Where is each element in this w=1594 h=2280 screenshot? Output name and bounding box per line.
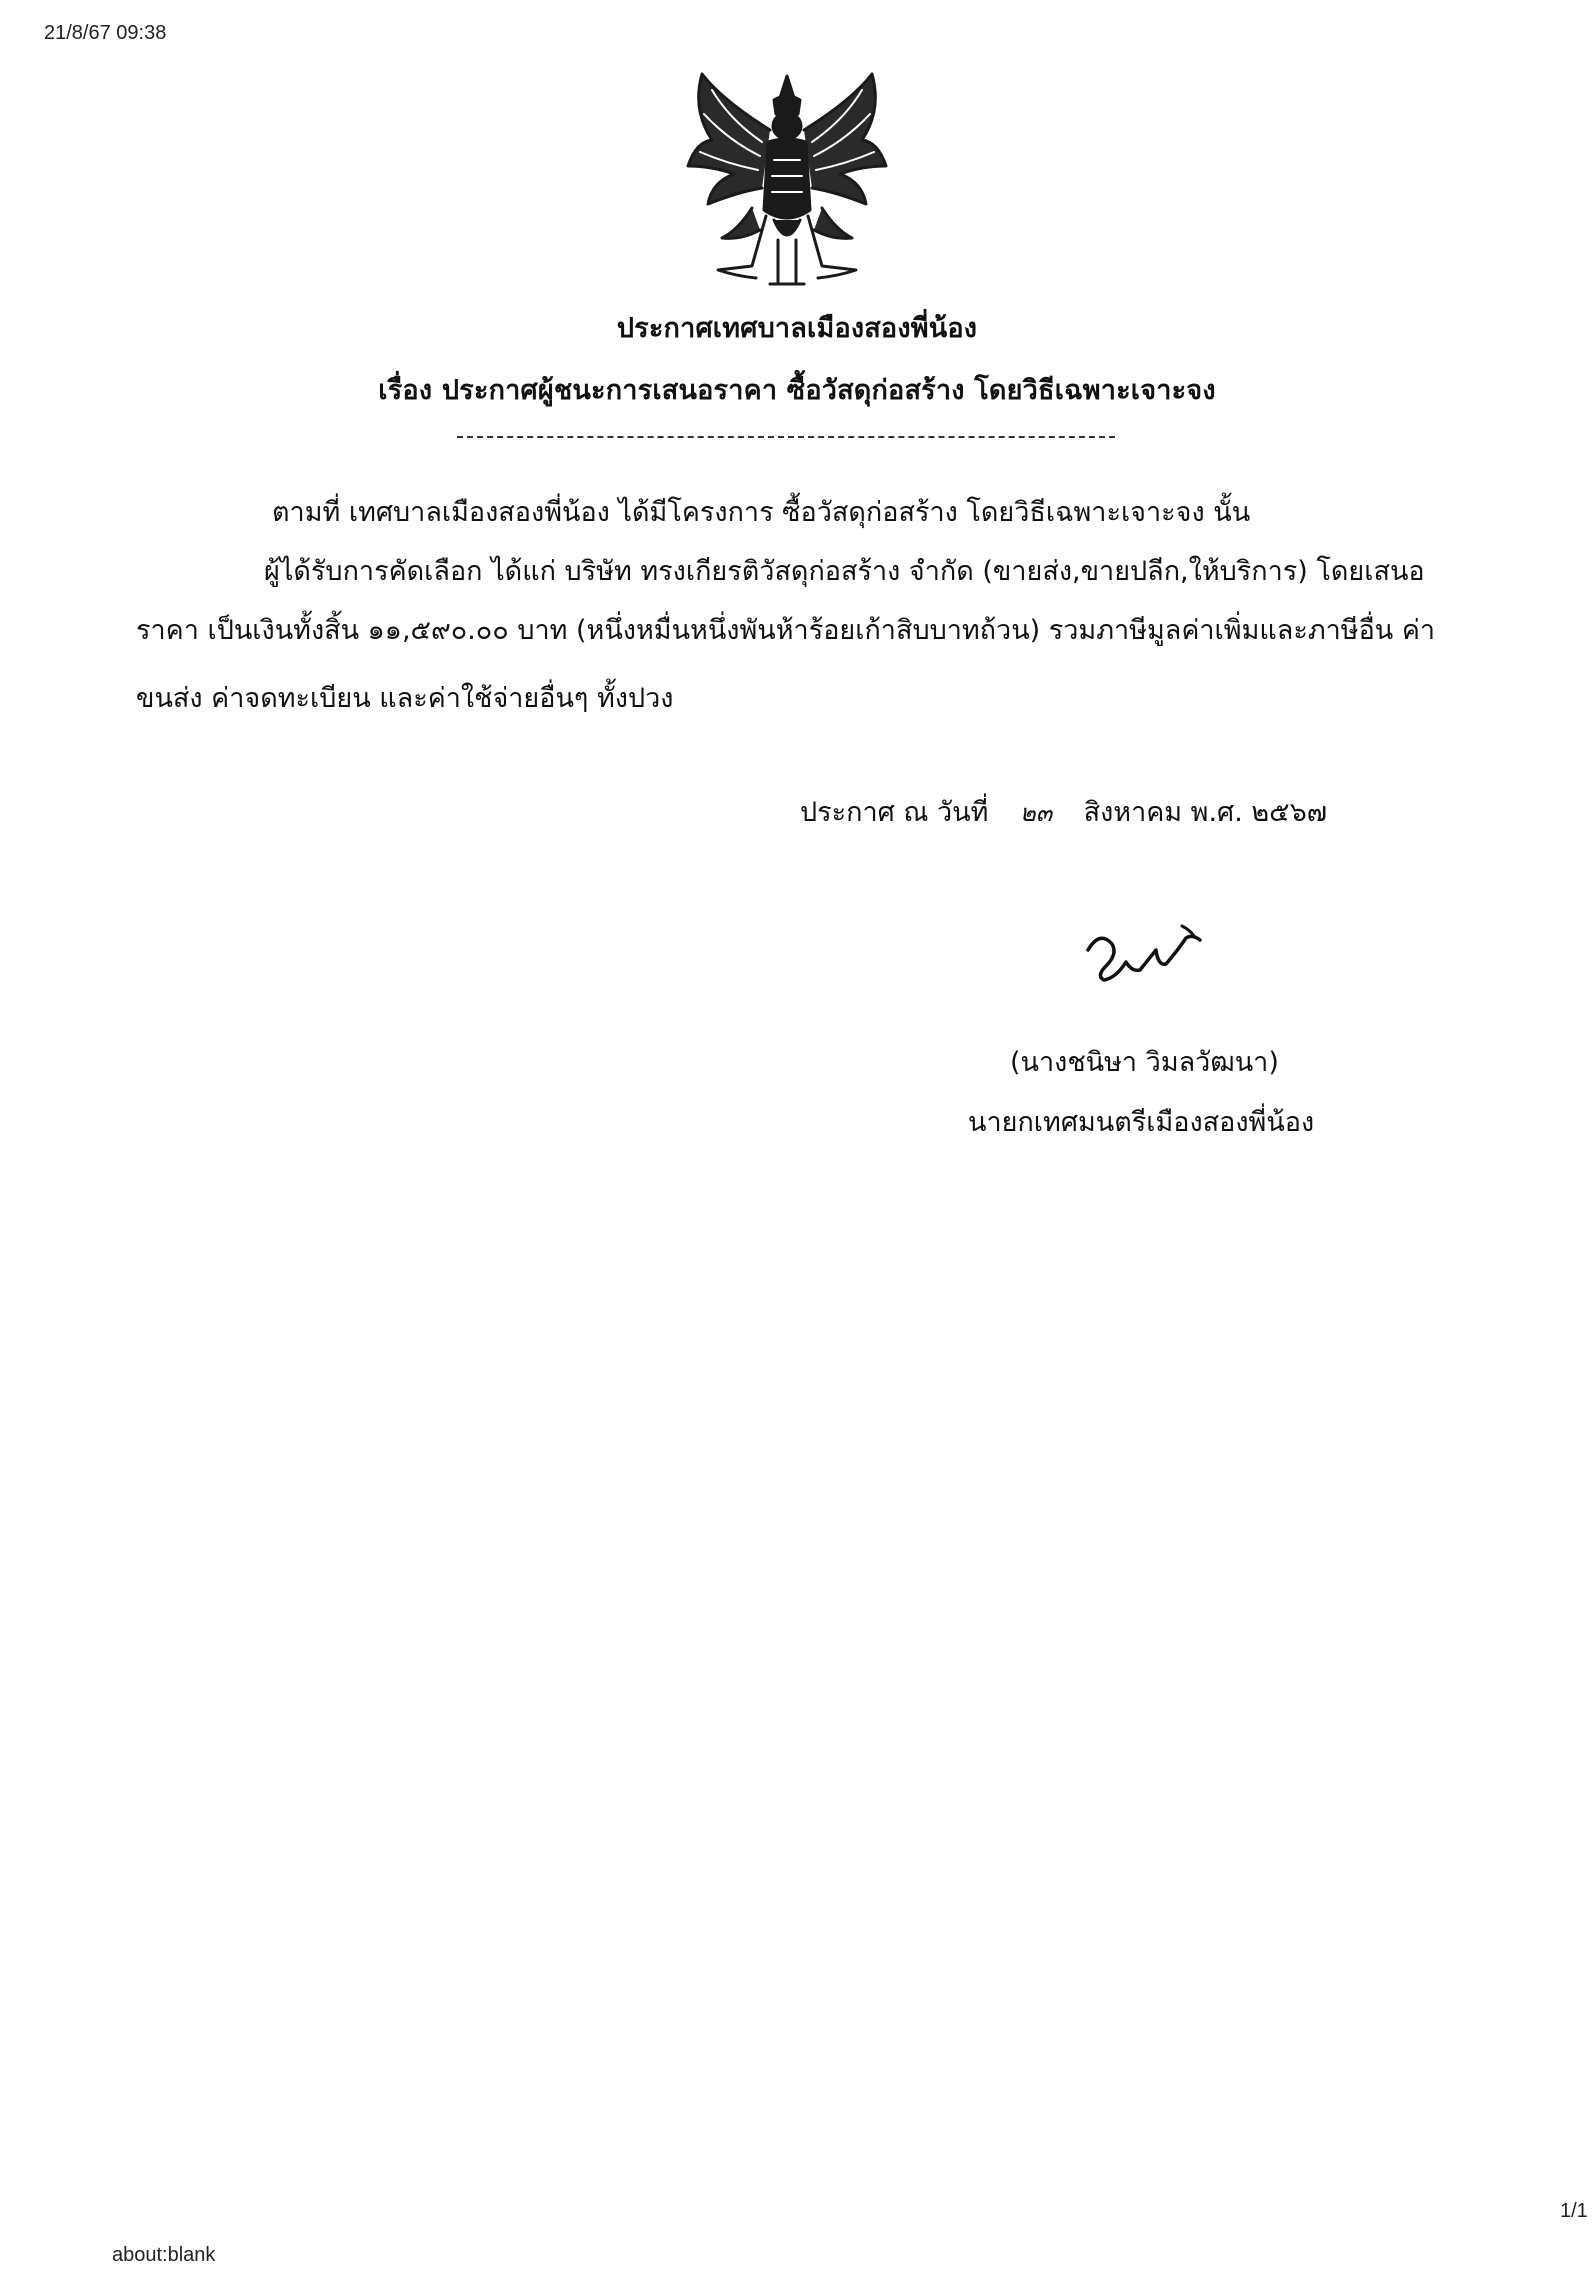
body-line-3: ราคา เป็นเงินทั้งสิ้น ๑๑,๕๙๐.๐๐ บาท (หนึ่งหมื่นหนึ่งพันห้าร้อยเก้าสิบบาทถ้วน) รวมภาษีมูลค่าเพิ่มและภาษีอื่น ค่า	[136, 615, 1436, 646]
garuda-emblem-icon	[682, 70, 892, 290]
handwritten-day: ๒๓	[1019, 799, 1053, 827]
body-line-4: ขนส่ง ค่าจดทะเบียน และค่าใช้จ่ายอื่นๆ ทั้งปวง	[136, 683, 674, 714]
print-url: about:blank	[112, 2244, 216, 2266]
print-timestamp: 21/8/67 09:38	[44, 22, 167, 44]
page-count: 1/1	[1560, 2200, 1588, 2222]
signer-name: (นางชนิษา วิมลวัฒนา)	[1010, 1047, 1279, 1078]
document-subject: เรื่อง ประกาศผู้ชนะการเสนอราคา ซื้อวัสดุก่อสร้าง โดยวิธีเฉพาะเจาะจง	[378, 375, 1216, 406]
body-line-1: ตามที่ เทศบาลเมืองสองพี่น้อง ได้มีโครงการ ซื้อวัสดุก่อสร้าง โดยวิธีเฉพาะเจาะจง นั้น	[272, 497, 1251, 528]
announcement-date	[800, 790, 1327, 833]
title-divider	[457, 436, 1115, 438]
signer-position: นายกเทศมนตรีเมืองสองพี่น้อง	[968, 1107, 1315, 1138]
body-line-2: ผู้ได้รับการคัดเลือก ได้แก่ บริษัท ทรงเกียรติวัสดุก่อสร้าง จำกัด (ขายส่ง,ขายปลีก,ให้บริการ) โดยเสนอ	[264, 556, 1425, 587]
announcement-prefix: ประกาศ ณ วันที่	[800, 797, 989, 828]
announcement-month-year: สิงหาคม พ.ศ. ๒๕๖๗	[1083, 797, 1328, 828]
handwritten-signature	[1082, 920, 1212, 1000]
document-title: ประกาศเทศบาลเมืองสองพี่น้อง	[616, 313, 978, 344]
